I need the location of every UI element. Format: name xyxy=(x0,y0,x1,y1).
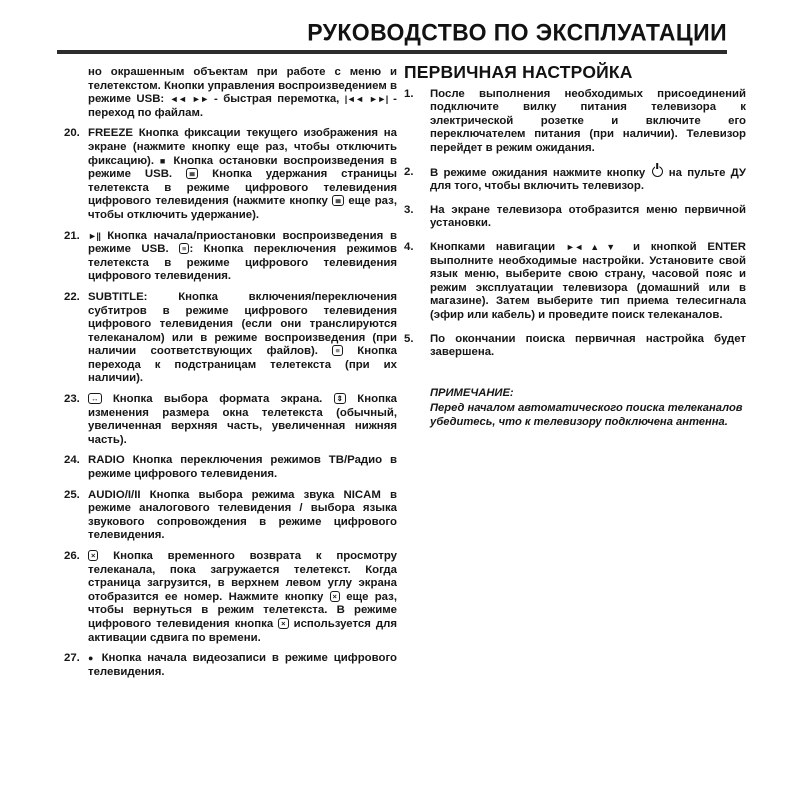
item-text: SUBTITLE: Кнопка включения/переключения субтитров в режиме цифрового телевидения цифрового телевидения (если они транслируются телеканалом) или в режиме воспроизведения (при наличии соответствующих файлов). ≡ Кнопка перехода к подстраницам телетекста (при их наличии). xyxy=(88,290,397,385)
list-item xyxy=(404,88,746,156)
item-text: Кнопками навигации ►◄▲▼ и кнопкой ENTER выполните необходимые настройки. Установите свой язык меню, выберите свою страну, часовой пояс и режим эксплуатации телевизора (домашний или в магазине). Затем выберите тип приема телесигнала (эфир или кабель) и проведите поиск телеканалов. xyxy=(430,240,747,321)
item-number: 21. xyxy=(64,229,80,242)
item-number: 2. xyxy=(404,165,414,178)
item-text: AUDIO/I/II Кнопка выбора режима звука NICAM в режиме аналогового телевидения / выбора языка звукового сопровождения в режиме цифрового телевидения. xyxy=(88,488,397,542)
stop-icon: ■ xyxy=(159,155,168,166)
list-item xyxy=(404,204,746,231)
item-text: После выполнения необходимых присоединений подключите вилку питания телевизора к электрической розетке и включите его переключателем питания (при наличии). Телевизор перейдет в режим ожидания. xyxy=(430,87,746,154)
list-item xyxy=(64,550,397,645)
note-label: ПРИМЕЧАНИЕ: xyxy=(430,386,514,399)
list-item xyxy=(64,230,397,284)
item-number: 1. xyxy=(404,87,414,100)
section-heading: ПЕРВИЧНАЯ НАСТРОЙКА xyxy=(404,62,633,82)
teletext-size-icon: ⇕ xyxy=(334,393,346,404)
teletext-hold-icon: ≣ xyxy=(186,168,198,179)
teletext-cancel-icon: × xyxy=(278,618,288,629)
item-text: ↔ Кнопка выбора формата экрана. ⇕ Кнопка изменения размера окна телетекста (обычный, увеличенная верхняя часть, увеличенная нижняя часть). xyxy=(88,393,397,446)
play-pause-icon: ►|| xyxy=(88,230,101,241)
item-number: 26. xyxy=(64,550,80,562)
item-number: 25. xyxy=(64,488,80,501)
skip-prev-icon: |◄◄ xyxy=(344,94,364,105)
skip-next-icon: ►►| xyxy=(368,94,388,105)
item-text: FREEZE Кнопка фиксации текущего изображения на экране (нажмите кнопку еще раз, чтобы отключить фиксацию). ■ Кнопка остановки воспроизведения в режиме USB. ≣ Кнопка удержания страницы телетекста в режиме цифрового телевидения цифрового телевидения (нажмите кнопку ≣ еще раз, чтобы отключить удержание). xyxy=(88,127,398,221)
item-number: 22. xyxy=(64,290,80,303)
item-text: На экране телевизора отобразится меню первичной установки. xyxy=(430,203,746,230)
right-column xyxy=(404,62,747,686)
item-number: 3. xyxy=(404,203,414,216)
list-item xyxy=(64,127,397,222)
item-text: ● Кнопка начала видеозаписи в режиме цифрового телевидения. xyxy=(88,652,397,678)
teletext-cancel-icon: × xyxy=(330,591,340,602)
fast-forward-icon: ►► xyxy=(191,94,209,105)
list-item xyxy=(64,291,397,386)
aspect-ratio-icon: ↔ xyxy=(88,393,102,404)
content-area xyxy=(64,62,747,686)
list-item xyxy=(64,652,397,679)
intro-paragraph: но окрашенным объектам при работе с меню и телетекстом. Кнопки управления воспроизведением в режиме USB: ◄◄ ►► - быстрая перемотка, |◄◄ ►►| - переход по файлам. xyxy=(88,66,397,119)
list-item xyxy=(64,454,397,481)
item-number: 24. xyxy=(64,454,80,467)
note-block xyxy=(430,386,746,429)
item-text: × Кнопка временного возврата к просмотру телеканала, пока загружается телетекст. Когда страница загрузится, в верхнем левом углу экрана отобразится ее номер. Нажмите кнопку × еще раз, чтобы вернуться в режим телетекста. В режиме цифрового телевидения кнопка × используется для активации сдвига по времени. xyxy=(88,550,397,644)
item-text: RADIO Кнопка переключения режимов ТВ/Радио в режиме цифрового телевидения. xyxy=(88,454,397,481)
teletext-cancel-icon: × xyxy=(88,550,98,561)
setup-steps-list xyxy=(404,88,746,360)
item-number: 20. xyxy=(64,127,80,140)
record-icon: ● xyxy=(88,653,96,664)
page-title: РУКОВОДСТВО ПО ЭКСПЛУАТАЦИИ xyxy=(307,18,727,46)
teletext-mode-icon: ≡ xyxy=(179,243,189,254)
item-text: По окончании поиска первичная настройка будет завершена. xyxy=(430,332,746,359)
nav-arrows-icon: ►◄▲▼ xyxy=(565,241,623,252)
list-item xyxy=(404,333,746,360)
item-number: 4. xyxy=(404,240,414,253)
note-text: Перед началом автоматического поиска телеканалов убедитесь, что к телевизору подключена антенна. xyxy=(430,401,743,428)
teletext-hold-icon: ≣ xyxy=(332,195,344,206)
teletext-subpage-icon: ≡ xyxy=(332,345,342,356)
rewind-icon: ◄◄ xyxy=(169,94,187,105)
list-item xyxy=(64,393,397,447)
left-column xyxy=(64,66,397,686)
list-item xyxy=(64,489,397,543)
power-icon xyxy=(652,166,663,177)
remote-buttons-list xyxy=(64,127,397,679)
item-number: 27. xyxy=(64,652,80,665)
item-number: 23. xyxy=(64,393,80,406)
item-text: ►|| Кнопка начала/приостановки воспроизведения в режиме USB. ≡ : Кнопка переключения режимов телетекста в режиме цифрового телевидения цифрового телевидения. xyxy=(88,229,398,283)
item-number: 5. xyxy=(404,332,414,345)
page-header xyxy=(57,0,727,54)
list-item xyxy=(404,166,746,194)
item-text: В режиме ожидания нажмите кнопку на пульте ДУ для того, чтобы включить телевизор. xyxy=(430,166,746,193)
list-item xyxy=(404,241,746,323)
